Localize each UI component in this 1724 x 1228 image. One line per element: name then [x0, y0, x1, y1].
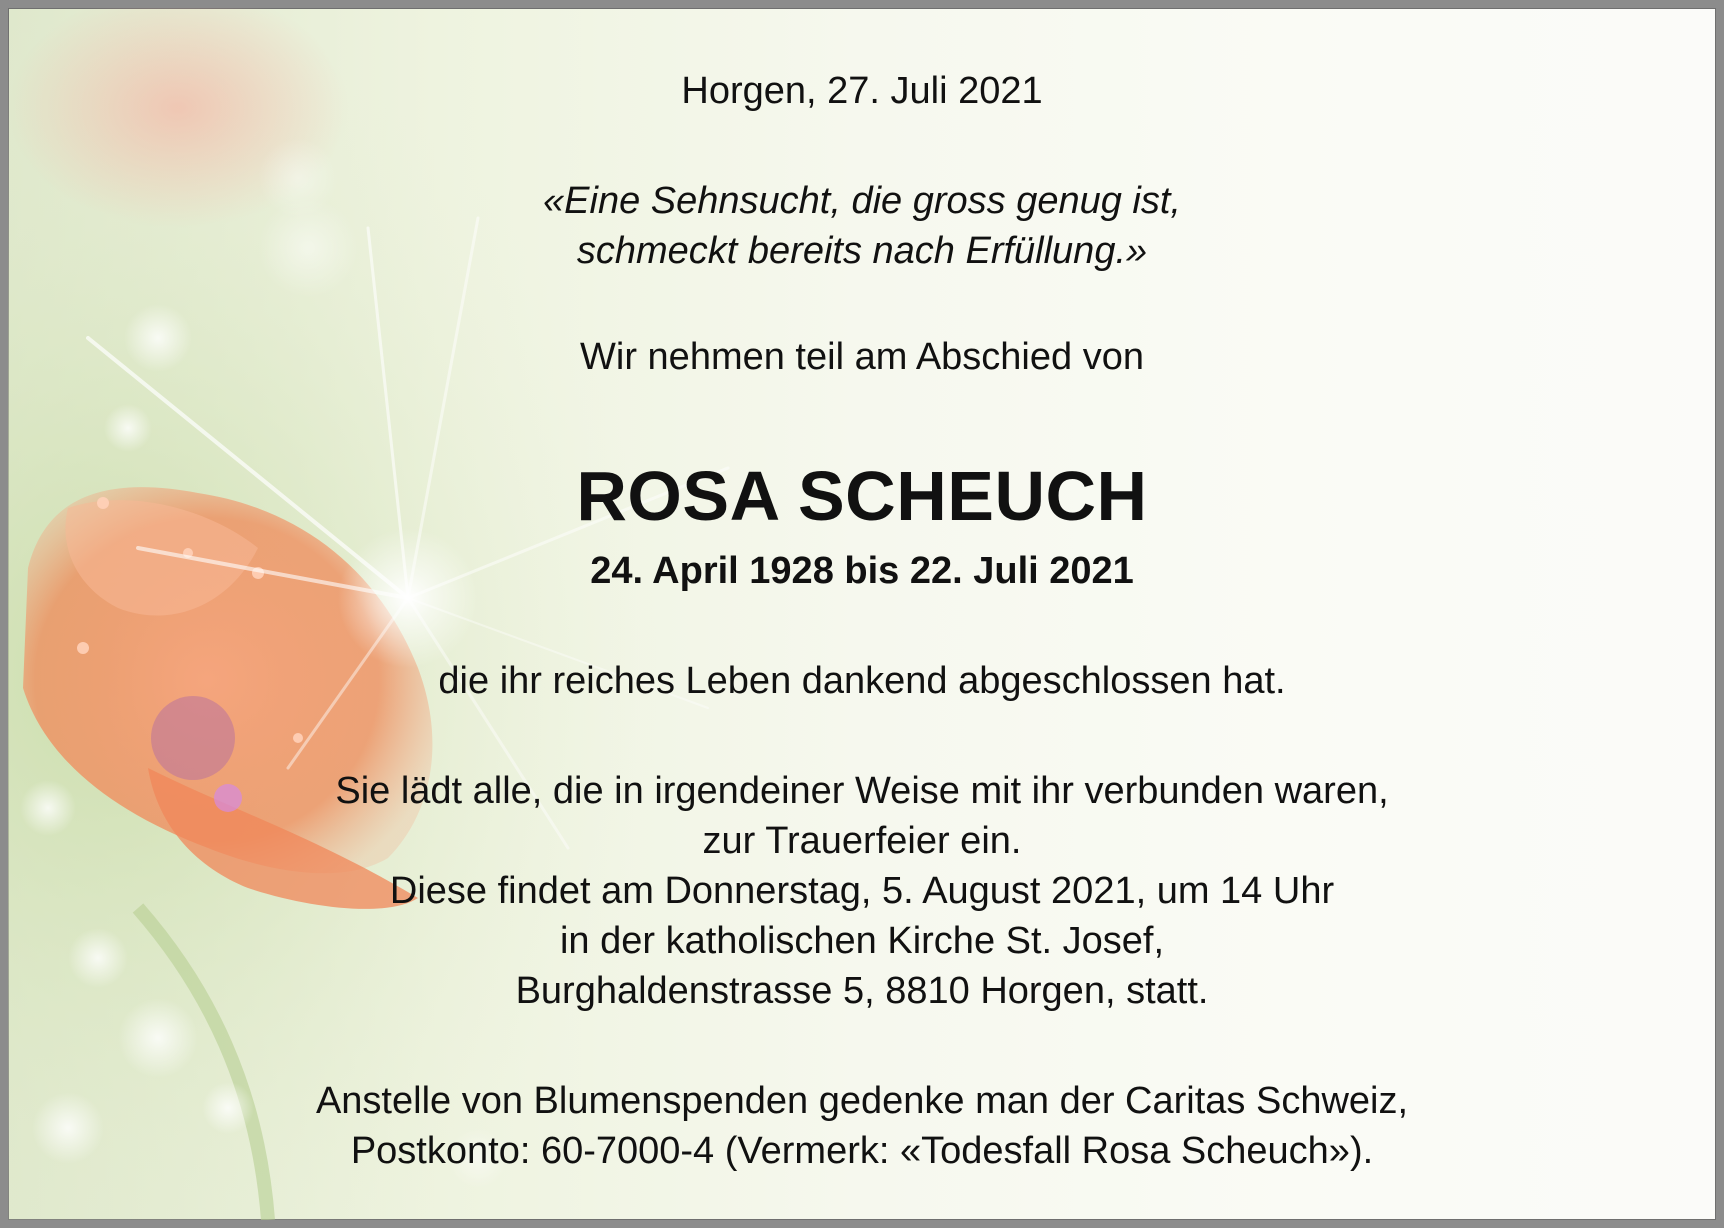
quote-line: schmeckt bereits nach Erfüllung.» [576, 230, 1148, 272]
quote [8, 176, 1716, 276]
invitation-text [8, 766, 1716, 1016]
obituary-card [8, 8, 1716, 1220]
invitation-line: zur Trauerfeier ein. [702, 820, 1022, 862]
place-date: Horgen, 27. Juli 2021 [681, 70, 1043, 112]
invitation-line: Burghaldenstrasse 5, 8810 Horgen, statt. [515, 970, 1209, 1012]
invitation-line: Sie lädt alle, die in irgendeiner Weise mit ihr verbunden waren, [335, 770, 1389, 812]
invitation-line: in der katholischen Kirche St. Josef, [559, 920, 1165, 962]
intro-text: Wir nehmen teil am Abschied von [580, 336, 1144, 378]
quote-line: «Eine Sehnsucht, die gross genug ist, [543, 180, 1181, 222]
lifespan-dates: 24. April 1928 bis 22. Juli 2021 [590, 550, 1134, 592]
donation-line: Anstelle von Blumenspenden gedenke man der Caritas Schweiz, [315, 1080, 1409, 1122]
invitation-line: Diese findet am Donnerstag, 5. August 2021, um 14 Uhr [389, 870, 1335, 912]
deceased-name: ROSA SCHEUCH [576, 457, 1148, 535]
donation-text [8, 1076, 1716, 1176]
life-sentence: die ihr reiches Leben dankend abgeschlossen hat. [438, 660, 1286, 702]
donation-line: Postkonto: 60-7000-4 (Vermerk: «Todesfall Rosa Scheuch»). [350, 1130, 1374, 1172]
